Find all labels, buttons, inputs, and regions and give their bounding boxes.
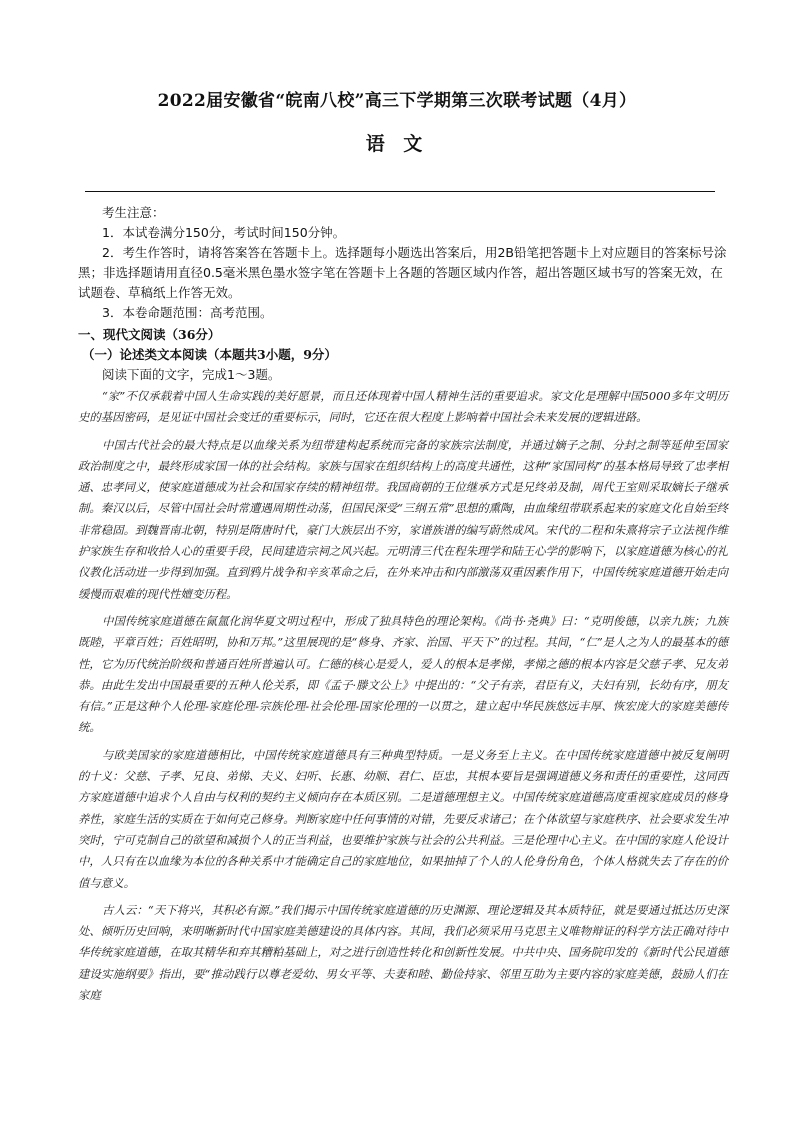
- subject-title: 语 文: [365, 133, 429, 155]
- passage-paragraph: 古人云：“天下将兴，其积必有源。”我们揭示中国传统家庭道德的历史渊源、理论逻辑及其本质特征，就是要通过抵达历史深处、倾听历史回响，来明晰新时代中国家庭美德建设的具体内容。其间，我们必须采用马克思主义唯物辩证的科学方法正确对待中华传统家庭道德，在取其精华和弃其糟粕基础上，对之进行创造性转化和创新性发展。中共中央、国务院印发的《新时代公民道德建设实施纲要》指出，要“推动践行以尊老爱幼、男女平等、夫妻和睦、勤俭持家、邻里互助为主要内容的家庭美德，鼓励人们在家庭: [78, 902, 728, 1003]
- candidate-notice: [78, 203, 728, 323]
- reading-passage: [78, 386, 728, 1012]
- passage-paragraph: 与欧美国家的家庭道德相比，中国传统家庭道德具有三种典型特质。一是义务至上主义。在中国传统家庭道德中被反复阐明的十义：父慈、子孝、兄良、弟悌、夫义、妇听、长惠、幼顺、君仁、臣忠，其根本要旨是强调道德义务和责任的重要性，这同西方家庭道德中追求个人自由与权利的契约主义倾向存在本质区别。二是道德理想主义。中国传统家庭道德高度重视家庭成员的修身养性，家庭生活的实质在于如何克己修身。判断家庭中任何事情的对错，先要反求诸己；在个体欲望与家庭秩序、社会要求发生冲突时，宁可克制自己的欲望和减损个人的正当利益，也要维护家族与社会的公共利益。三是伦理中心主义。在中国的家庭人伦设计中，人只有在以血缘为本位的各种关系中才能确定自己的家庭地位，如果抽掉了个人的人伦身份角色，个体人格就失去了存在的价值与意义。: [78, 747, 728, 890]
- notice-item: 1．本试卷满分150分，考试时间150分钟。: [102, 225, 346, 240]
- header-divider: [85, 191, 715, 192]
- section-header: [78, 325, 728, 385]
- notice-item: 2．考生作答时，请将答案答在答题卡上。选择题每小题选出答案后，用2B铅笔把答题卡上对应题目的答案标号涂黑；非选择题请用直径0.5毫米黑色墨水签字笔在答题卡上各题的答题区域内作答，超出答题区域书写的答案无效，在试题卷、草稿纸上作答无效。: [78, 245, 727, 300]
- section-heading: 一、现代文阅读（36分）: [78, 327, 221, 342]
- passage-paragraph: 中国传统家庭道德在氤氲化润华夏文明过程中，形成了独具特色的理论架构。《尚书·尧典》曰：“克明俊德，以亲九族；九族既睦，平章百姓；百姓昭明，协和万邦。”这里展现的是“修身、齐家、治国、平天下”的过程。其间，“仁”是人之为人的最基本的德性，它为历代统治阶级和普通百姓所普遍认可。仁德的核心是爱人，爱人的根本是孝悌，孝悌之德的根本内容是父慈子孝、兄友弟恭。由此生发出中国最重要的五种人伦关系，即《孟子·滕文公上》中提出的：“父子有亲，君臣有义，夫妇有别，长幼有序，朋友有信。”正是这种个人伦理-家庭伦理-宗族伦理-社会伦理-国家伦理的一以贯之，建立起中华民族悠远丰厚、恢宏庞大的家庭美德传统。: [78, 613, 728, 735]
- passage-paragraph: 中国古代社会的最大特点是以血缘关系为纽带建构起系统而完备的家族宗法制度，并通过嫡子之制、分封之制等延伸至国家政治制度之中，最终形成家国一体的社会结构。家族与国家在组织结构上的高度共通性，这种“家国同构”的基本格局导致了忠孝相通、忠孝同义，使家庭道德成为社会和国家存续的精神纽带。我国商朝的王位继承方式是兄终弟及制，周代王室则采取嫡长子继承制。秦汉以后，尽管中国社会时常遭遇周期性动荡，但国民深受“三纲五常”思想的熏陶，由血缘纽带联系起来的家庭文化自始至终非常稳固。到魏晋南北朝，特别是隋唐时代，豪门大族层出不穷，家谱族谱的编写蔚然成风。宋代的二程和朱熹将宗子立法视作维护家族生存和收拾人心的重要手段，民间建造宗祠之风兴起。元明清三代在程朱理学和陆王心学的影响下，以家庭道德为核心的礼仪教化活动进一步得到加强。直到鸦片战争和辛亥革命之后，在外来冲击和内部激荡双重因素作用下，中国传统家庭道德开始走向缓慢而艰难的现代性嬗变历程。: [78, 437, 728, 601]
- passage-paragraph: “家”不仅承载着中国人生命实践的美好愿景，而且还体现着中国人精神生活的重要追求。家文化是理解中国5000多年文明历史的基因密码，是见证中国社会变迁的重要标示，同时，它还在很大程度上影响着中国社会未来发展的逻辑进路。: [78, 389, 728, 425]
- notice-item: 3．本卷命题范围：高考范围。: [102, 305, 273, 320]
- notice-heading: 考生注意：: [102, 205, 165, 220]
- subsection-heading: （一）论述类文本阅读（本题共3小题，9分）: [82, 347, 337, 362]
- reading-instruction: 阅读下面的文字，完成1～3题。: [102, 367, 281, 382]
- exam-title: 2022届安徽省“皖南八校”高三下学期第三次联考试题（4月）: [157, 91, 637, 111]
